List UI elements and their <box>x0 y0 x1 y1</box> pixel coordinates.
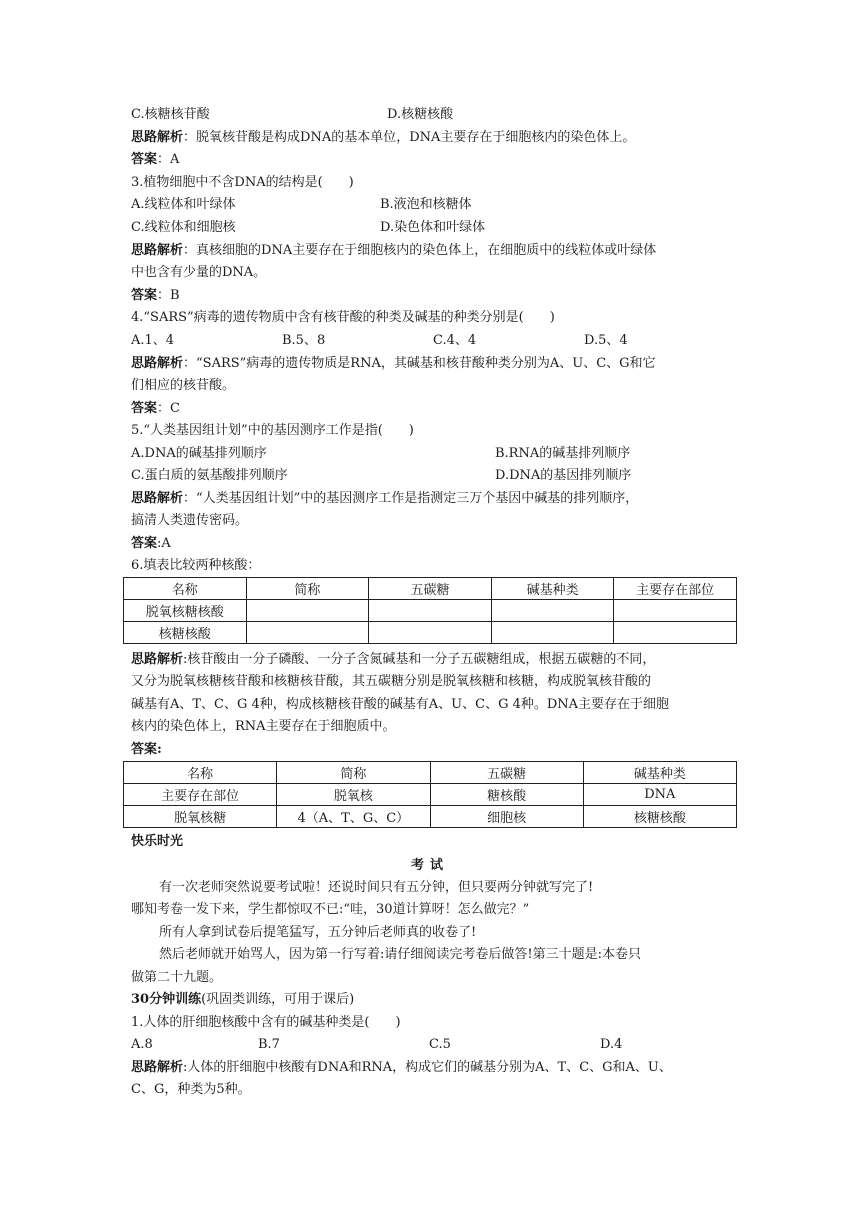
table-cell: 主要存在部位 <box>124 784 277 806</box>
answer-text: ：B <box>157 288 180 303</box>
q4-analysis-line2: 们相应的核苷酸。 <box>131 378 236 393</box>
story-paragraph: 所有人拿到试卷后提笔猛写，五分钟后老师真的收卷了! <box>159 925 477 940</box>
table-cell: 细胞核 <box>430 806 583 828</box>
table-row <box>124 784 737 806</box>
table-row <box>124 806 737 828</box>
table-cell: DNA <box>583 784 736 806</box>
table-row <box>124 762 737 784</box>
q2-analysis <box>131 129 635 147</box>
table-cell: 核糖核酸 <box>124 622 247 644</box>
analysis-text: ：“SARS”病毒的遗传物质是RNA，其碱基和核苷酸种类分别为A、U、C、G和它 <box>183 356 656 371</box>
q6-analysis-line4: 核内的染色体上，RNA主要存在于细胞质中。 <box>131 719 396 734</box>
q6-answer <box>131 741 162 759</box>
table-cell <box>491 622 614 644</box>
training-q1-option-a: A.8 <box>131 1037 153 1052</box>
analysis-text: :核苷酸由一分子磷酸、一分子含氮碱基和一分子五碳糖组成，根据五碳糖的不同， <box>183 652 656 667</box>
q4-option-a: A.1、4 <box>131 333 175 348</box>
training-q1-option-d: D.4 <box>600 1037 623 1052</box>
answer-table <box>123 761 737 828</box>
story-paragraph: 做第二十九题。 <box>131 970 223 985</box>
q2-option-d: D.核糖核酸 <box>387 107 454 122</box>
table-row <box>124 622 737 644</box>
answer-label: 答案 <box>131 152 158 167</box>
analysis-label: 思路解析 <box>131 243 184 258</box>
answer-label: 答案 <box>131 536 158 551</box>
table-cell: 碱基种类 <box>583 762 736 784</box>
q5-analysis-line2: 搞清人类遗传密码。 <box>131 513 249 528</box>
q3-analysis-line1 <box>131 242 656 260</box>
q4-option-d: D.5、4 <box>584 333 628 348</box>
training-q1-question: 1.人体的肝细胞核酸中含有的碱基种类是( ) <box>131 1015 401 1030</box>
table-header-cell: 五碳糖 <box>369 578 492 600</box>
q5-analysis-line1 <box>131 490 638 508</box>
q5-option-d: D.DNA的基因排列顺序 <box>495 468 632 483</box>
q2-answer <box>131 151 179 169</box>
table-cell: 糖核酸 <box>430 784 583 806</box>
table-cell: 脱氧核 <box>277 784 430 806</box>
analysis-label: 思路解析 <box>131 356 184 371</box>
analysis-label: 思路解析 <box>131 652 184 667</box>
table-cell <box>369 622 492 644</box>
q5-answer <box>131 535 171 553</box>
answer-colon: : <box>157 742 162 757</box>
answer-text: ：A <box>157 152 180 167</box>
table-header-cell: 碱基种类 <box>491 578 614 600</box>
q4-answer <box>131 400 180 418</box>
q3-option-a: A.线粒体和叶绿体 <box>131 197 236 212</box>
analysis-text: :人体的肝细胞中核酸有DNA和RNA，构成它们的碱基分别为A、T、C、G和A、U、 <box>183 1060 672 1075</box>
q6-analysis-line1 <box>131 651 655 669</box>
q6-analysis-line3: 碱基有A、T、C、G 4种，构成核糖核苷酸的碱基有A、U、C、G 4种。DNA主要存在于细胞 <box>131 697 670 712</box>
training-q1-option-c: C.5 <box>429 1037 451 1052</box>
training-heading <box>131 991 354 1009</box>
table-cell <box>491 600 614 622</box>
table-header-row <box>124 578 737 600</box>
answer-label: 答案 <box>131 742 158 757</box>
analysis-label: 思路解析 <box>131 491 184 506</box>
table-cell <box>614 622 737 644</box>
analysis-label: 思路解析 <box>131 130 184 145</box>
training-q1-analysis-line1 <box>131 1059 672 1077</box>
answer-text: ：C <box>157 401 180 416</box>
story-title: 考试 <box>410 858 449 873</box>
analysis-text: ：脱氧核苷酸是构成DNA的基本单位，DNA主要存在于细胞核内的染色体上。 <box>183 130 636 145</box>
q3-option-b: B.液泡和核糖体 <box>380 197 472 212</box>
table-header-cell: 名称 <box>124 578 247 600</box>
table-cell <box>246 600 369 622</box>
table-cell: 名称 <box>124 762 277 784</box>
table-cell: 脱氧核糖核酸 <box>124 600 247 622</box>
q4-question: 4.“SARS”病毒的遗传物质中含有核苷酸的种类及碱基的种类分别是( ) <box>131 310 555 325</box>
q5-option-c: C.蛋白质的氨基酸排列顺序 <box>131 468 288 483</box>
q2-option-c: C.核糖核苷酸 <box>131 107 210 122</box>
q3-analysis-line2: 中也含有少量的DNA。 <box>131 265 267 280</box>
table-cell: 核糖核酸 <box>583 806 736 828</box>
training-subtitle: (巩固类训练，可用于课后) <box>201 992 355 1007</box>
table-cell: 脱氧核糖 <box>124 806 277 828</box>
happy-time-heading: 快乐时光 <box>131 834 184 849</box>
answer-label: 答案 <box>131 288 158 303</box>
table-row <box>124 600 737 622</box>
table-cell <box>246 622 369 644</box>
table-cell: 简称 <box>277 762 430 784</box>
story-paragraph: 然后老师就开始骂人，因为第一行写着:请仔细阅读完考卷后做答!第三十题是:本卷只 <box>159 947 641 962</box>
q6-analysis-line2: 又分为脱氧核糖核苷酸和核糖核苷酸，其五碳糖分别是脱氧核糖和核糖，构成脱氧核苷酸的 <box>131 674 652 689</box>
q3-answer <box>131 287 180 305</box>
training-q1-analysis-line2: C、G，种类为5种。 <box>131 1082 251 1097</box>
analysis-label: 思路解析 <box>131 1060 184 1075</box>
analysis-text: ：“人类基因组计划”中的基因测序工作是指测定三万个基因中碱基的排列顺序， <box>183 491 639 506</box>
training-title: 30分钟训练 <box>131 992 202 1007</box>
table-cell <box>369 600 492 622</box>
q3-option-d: D.染色体和叶绿体 <box>380 220 486 235</box>
answer-text: :A <box>157 536 171 551</box>
answer-label: 答案 <box>131 401 158 416</box>
table-cell: 4（A、T、G、C） <box>277 806 430 828</box>
table-cell <box>614 600 737 622</box>
table-header-cell: 简称 <box>246 578 369 600</box>
q3-question: 3.植物细胞中不含DNA的结构是( ) <box>131 175 354 190</box>
q5-option-b: B.RNA的碱基排列顺序 <box>495 446 631 461</box>
table-header-cell: 主要存在部位 <box>614 578 737 600</box>
q4-option-b: B.5、8 <box>282 333 326 348</box>
q5-option-a: A.DNA的碱基排列顺序 <box>131 446 267 461</box>
q4-analysis-line1 <box>131 355 656 373</box>
analysis-text: ：真核细胞的DNA主要存在于细胞核内的染色体上，在细胞质中的线粒体或叶绿体 <box>183 243 657 258</box>
story-paragraph: 有一次老师突然说要考试啦！还说时间只有五分钟，但只要两分钟就写完了! <box>159 880 594 895</box>
story-paragraph: 哪知考卷一发下来，学生都惊叹不已:“哇，30道计算呀！怎么做完？” <box>131 902 530 917</box>
q4-option-c: C.4、4 <box>433 333 477 348</box>
q6-question: 6.填表比较两种核酸： <box>131 558 261 573</box>
q5-question: 5.“人类基因组计划”中的基因测序工作是指( ) <box>131 423 414 438</box>
training-q1-option-b: B.7 <box>258 1037 280 1052</box>
comparison-table <box>123 577 737 644</box>
table-cell: 五碳糖 <box>430 762 583 784</box>
q3-option-c: C.线粒体和细胞核 <box>131 220 236 235</box>
